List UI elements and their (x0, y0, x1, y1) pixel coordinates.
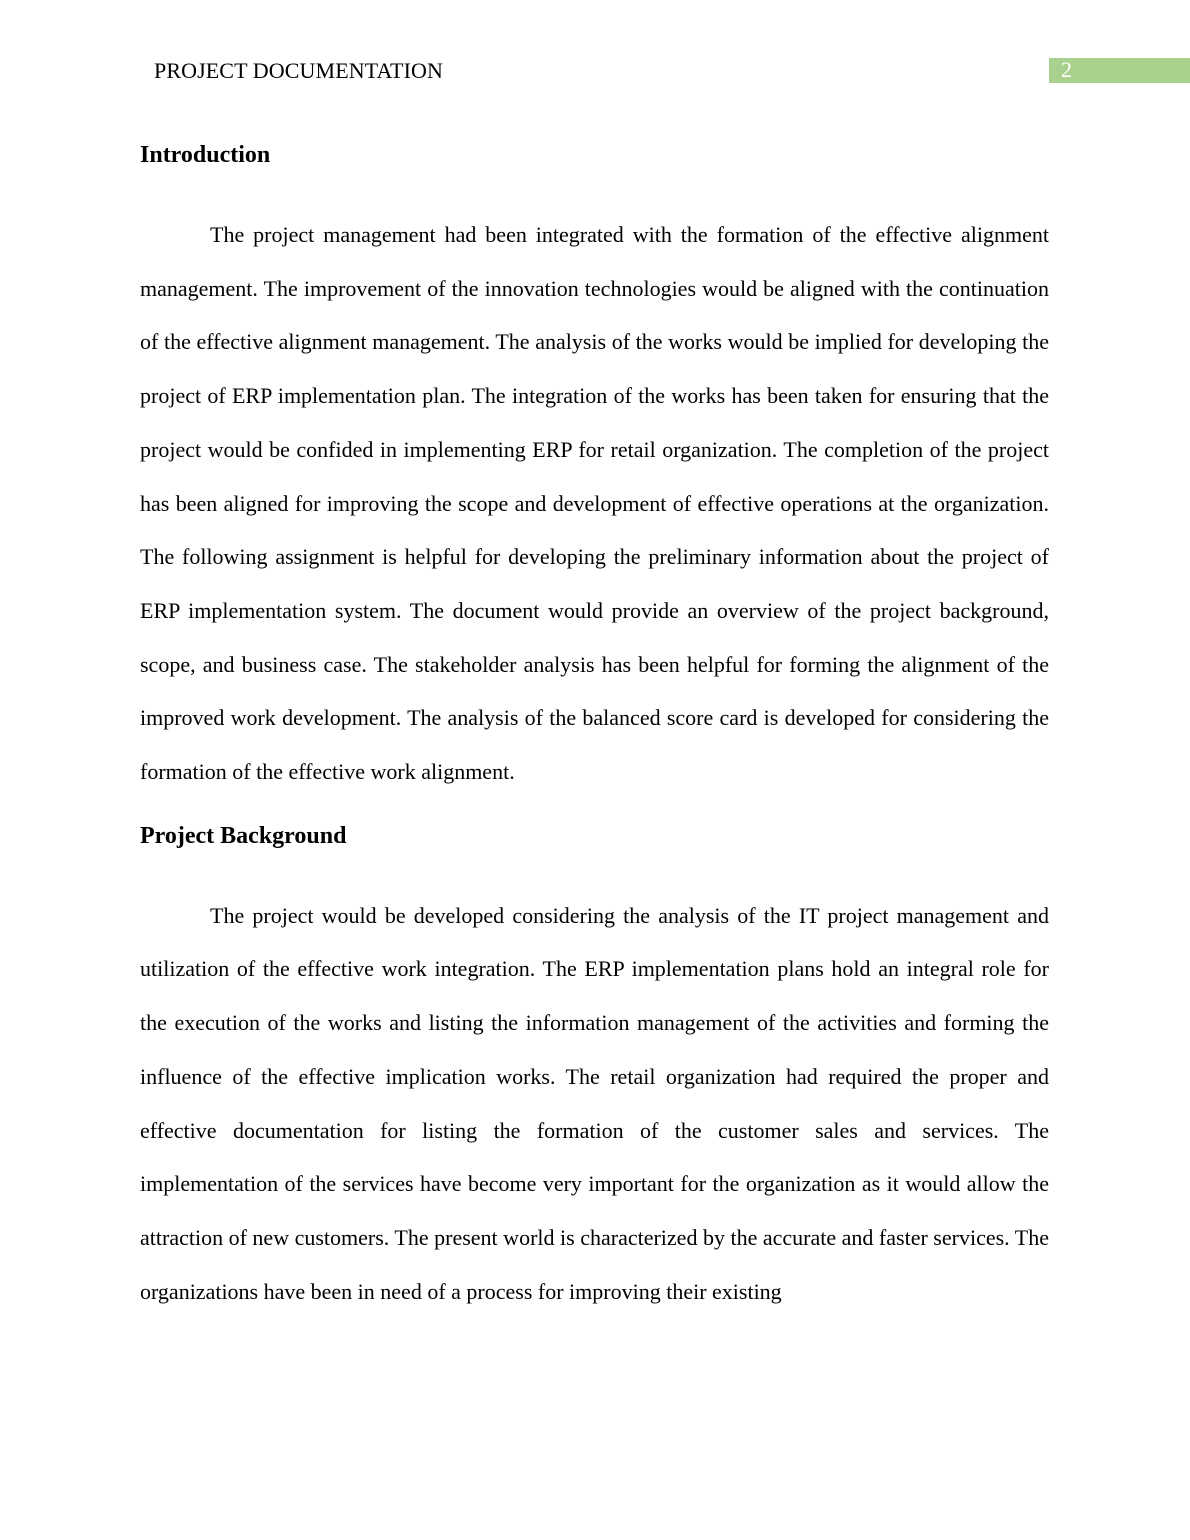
page-number-badge (1049, 58, 1190, 83)
running-header-title: PROJECT DOCUMENTATION (154, 58, 444, 83)
page-number: 2 (1061, 57, 1072, 82)
project-background-paragraph: The project would be developed considering the analysis of the IT project management and utilization of the effective work integration. The ERP implementation plans hold an integral role for the execution of the works and listing the information management of the activities and forming the influence of the effective implication works. The retail organization had required the proper and effective documentation for listing the formation of the customer sales and services. The implementation of the services have become very important for the organization as it would allow the attraction of new customers. The present world is characterized by the accurate and faster services. The organizations have been in need of a process for improving their existing (140, 902, 1049, 1304)
document-body (140, 135, 1049, 1318)
project-background-heading: Project Background (140, 822, 347, 849)
introduction-heading: Introduction (140, 142, 271, 168)
introduction-paragraph: The project management had been integrated with the formation of the effective alignment management. The improvement of the innovation technologies would be aligned with the continuation of the effective alignment management. The analysis of the works would be implied for developing the project of ERP implementation plan. The integration of the works has been taken for ensuring that the project would be confided in implementing ERP for retail organization. The completion of the project has been aligned for improving the scope and development of effective operations at the organization. The following assignment is helpful for developing the preliminary information about the project of ERP implementation system. The document would provide an overview of the project background, scope, and business case. The stakeholder analysis has been helpful for forming the alignment of the improved work development. The analysis of the balanced score card is developed for considering the formation of the effective work alignment. (140, 222, 1049, 785)
